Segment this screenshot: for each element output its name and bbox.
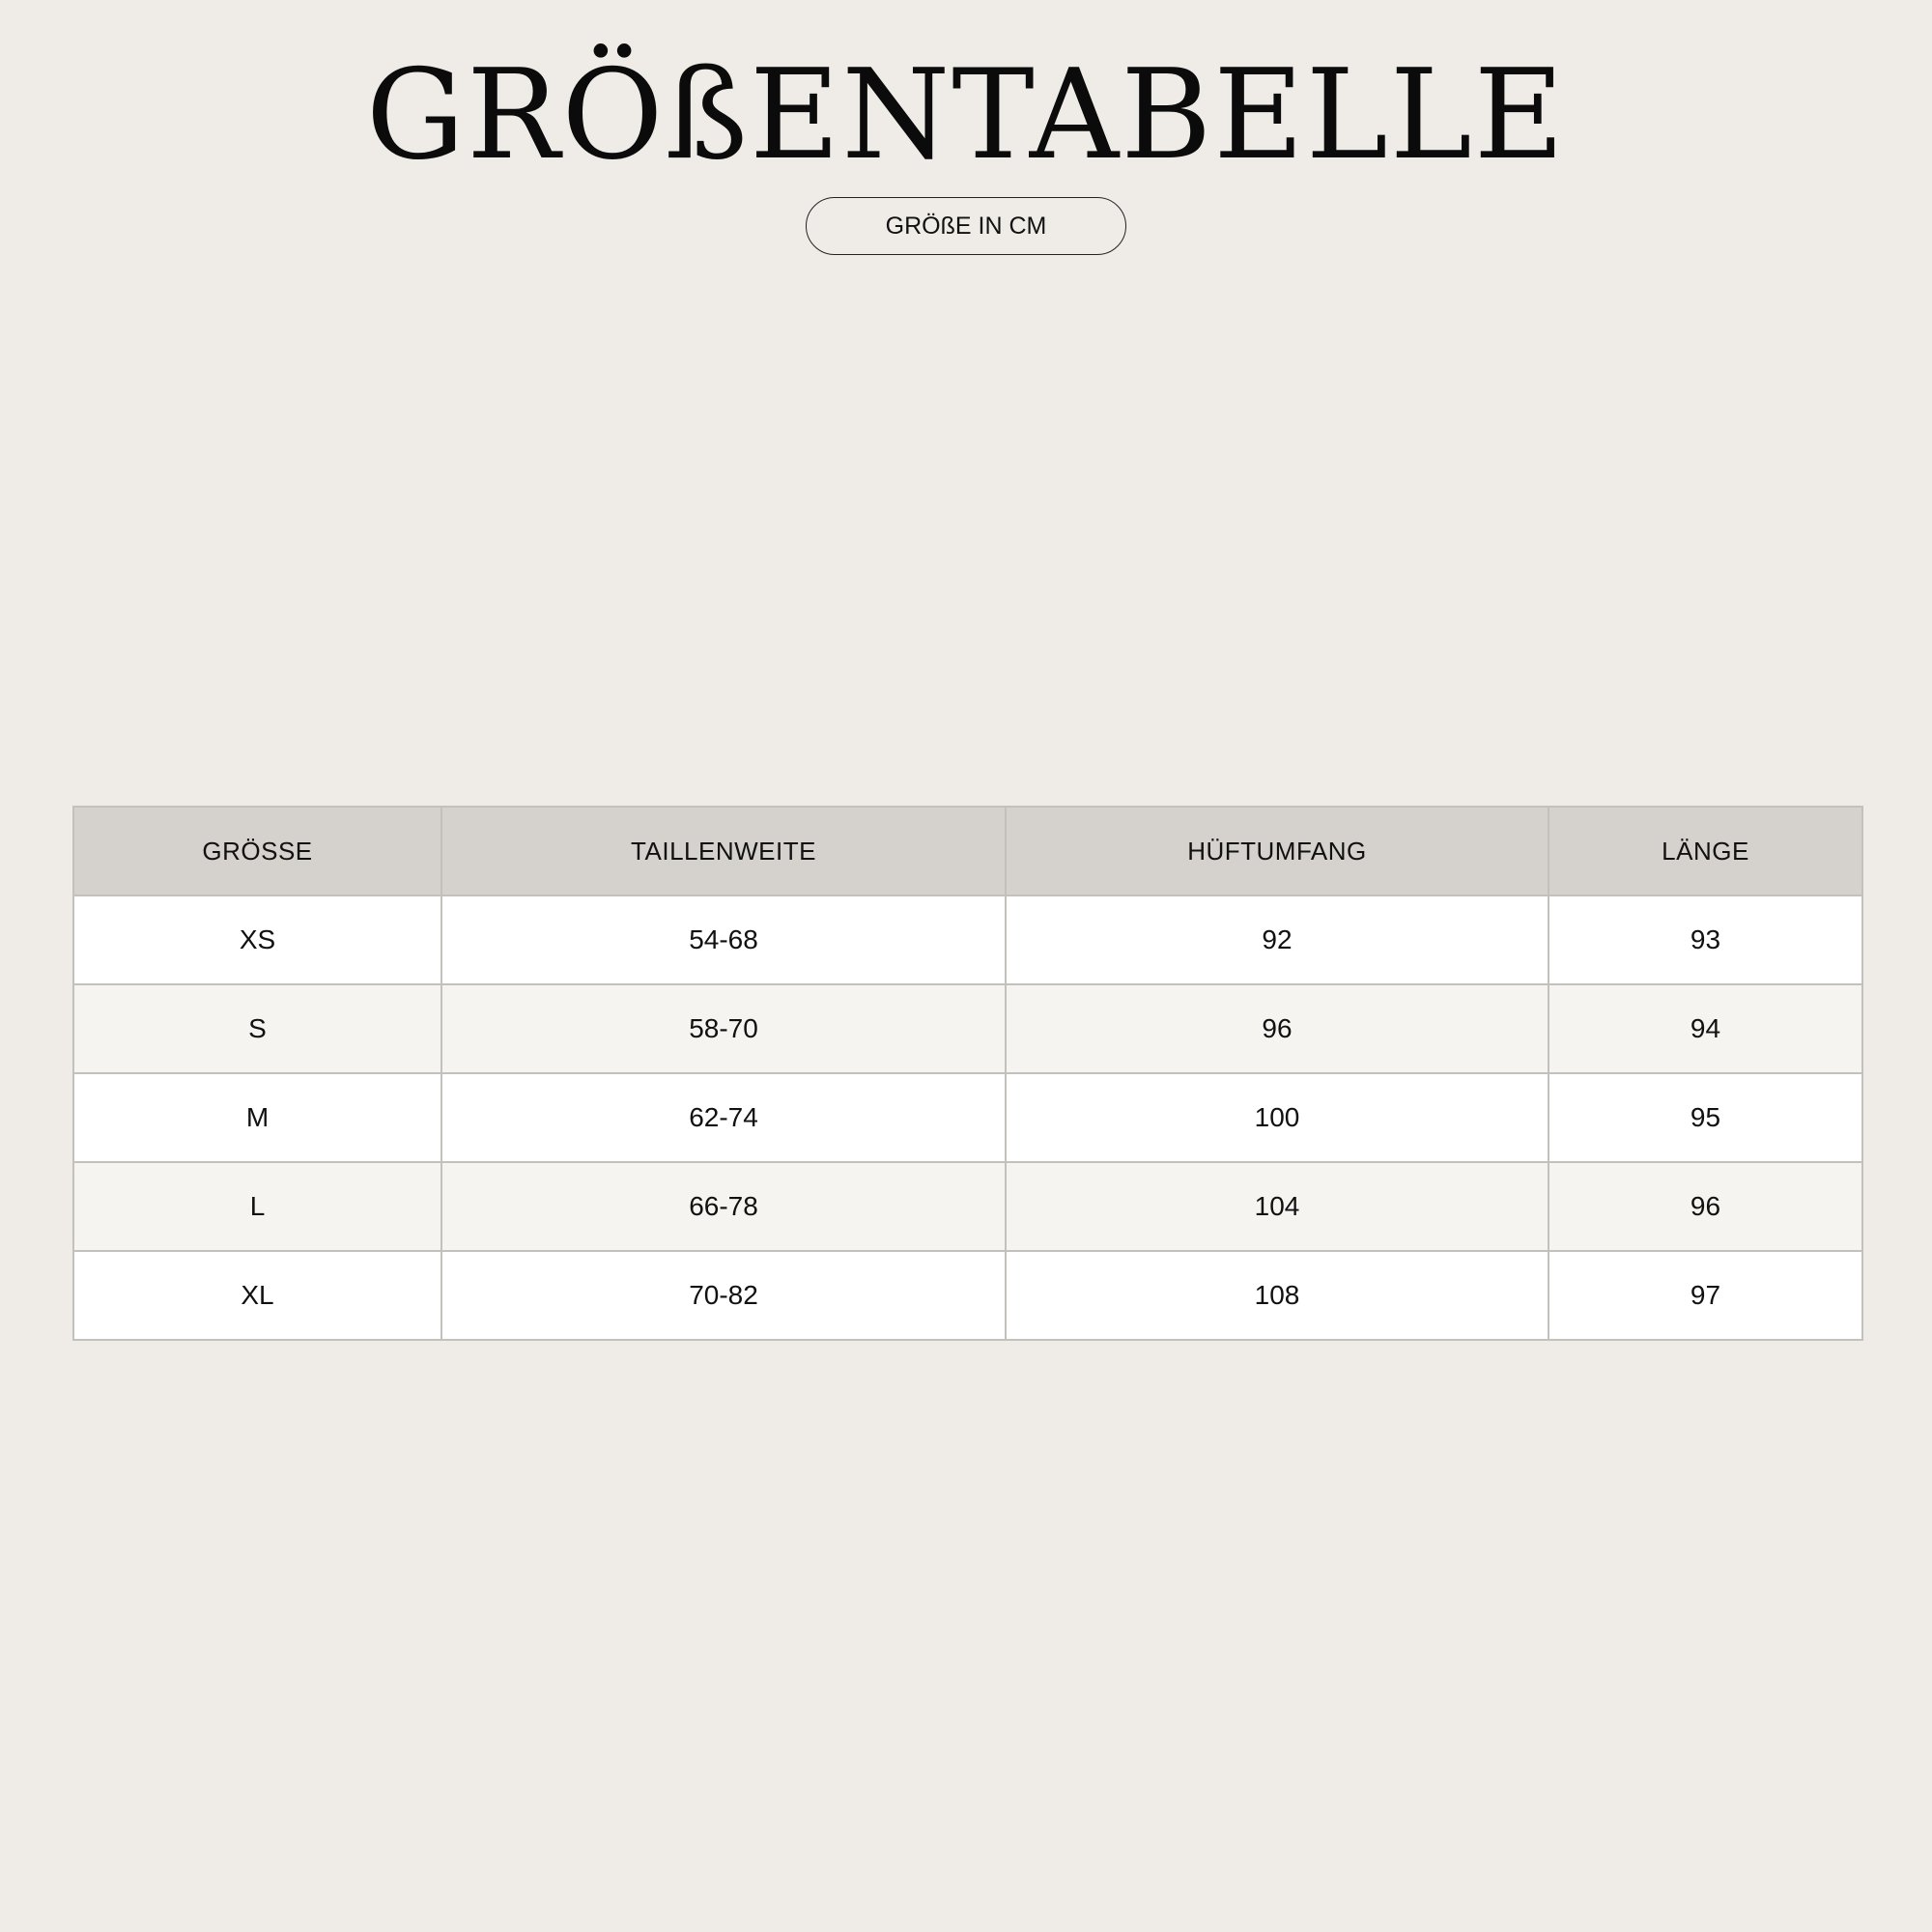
table-body <box>73 895 1862 1340</box>
cell-length: 95 <box>1548 1073 1862 1162</box>
cell-size: XS <box>73 895 441 984</box>
table-header <box>73 807 1862 895</box>
table-row <box>73 1162 1862 1251</box>
cell-hip: 96 <box>1006 984 1548 1073</box>
cell-hip: 104 <box>1006 1162 1548 1251</box>
cell-hip: 92 <box>1006 895 1548 984</box>
size-chart-table <box>72 806 1863 1341</box>
cell-length: 96 <box>1548 1162 1862 1251</box>
unit-badge <box>806 197 1126 255</box>
cell-size: L <box>73 1162 441 1251</box>
cell-hip: 100 <box>1006 1073 1548 1162</box>
cell-waist: 54-68 <box>441 895 1006 984</box>
cell-size: XL <box>73 1251 441 1340</box>
cell-size: S <box>73 984 441 1073</box>
table-row <box>73 1073 1862 1162</box>
cell-waist: 66-78 <box>441 1162 1006 1251</box>
cell-length: 94 <box>1548 984 1862 1073</box>
cell-waist: 62-74 <box>441 1073 1006 1162</box>
header-length: LÄNGE <box>1548 807 1862 895</box>
header-row <box>73 807 1862 895</box>
cell-length: 93 <box>1548 895 1862 984</box>
table-row <box>73 1251 1862 1340</box>
cell-length: 97 <box>1548 1251 1862 1340</box>
page-title: GRÖßENTABELLE <box>365 43 1567 187</box>
header-hip: HÜFTUMFANG <box>1006 807 1548 895</box>
unit-badge-label: GRÖßE IN CM <box>885 212 1047 240</box>
cell-waist: 58-70 <box>441 984 1006 1073</box>
cell-hip: 108 <box>1006 1251 1548 1340</box>
table-row <box>73 895 1862 984</box>
cell-waist: 70-82 <box>441 1251 1006 1340</box>
header-waist: TAILLENWEITE <box>441 807 1006 895</box>
cell-size: M <box>73 1073 441 1162</box>
header-size: GRÖSSE <box>73 807 441 895</box>
table-row <box>73 984 1862 1073</box>
